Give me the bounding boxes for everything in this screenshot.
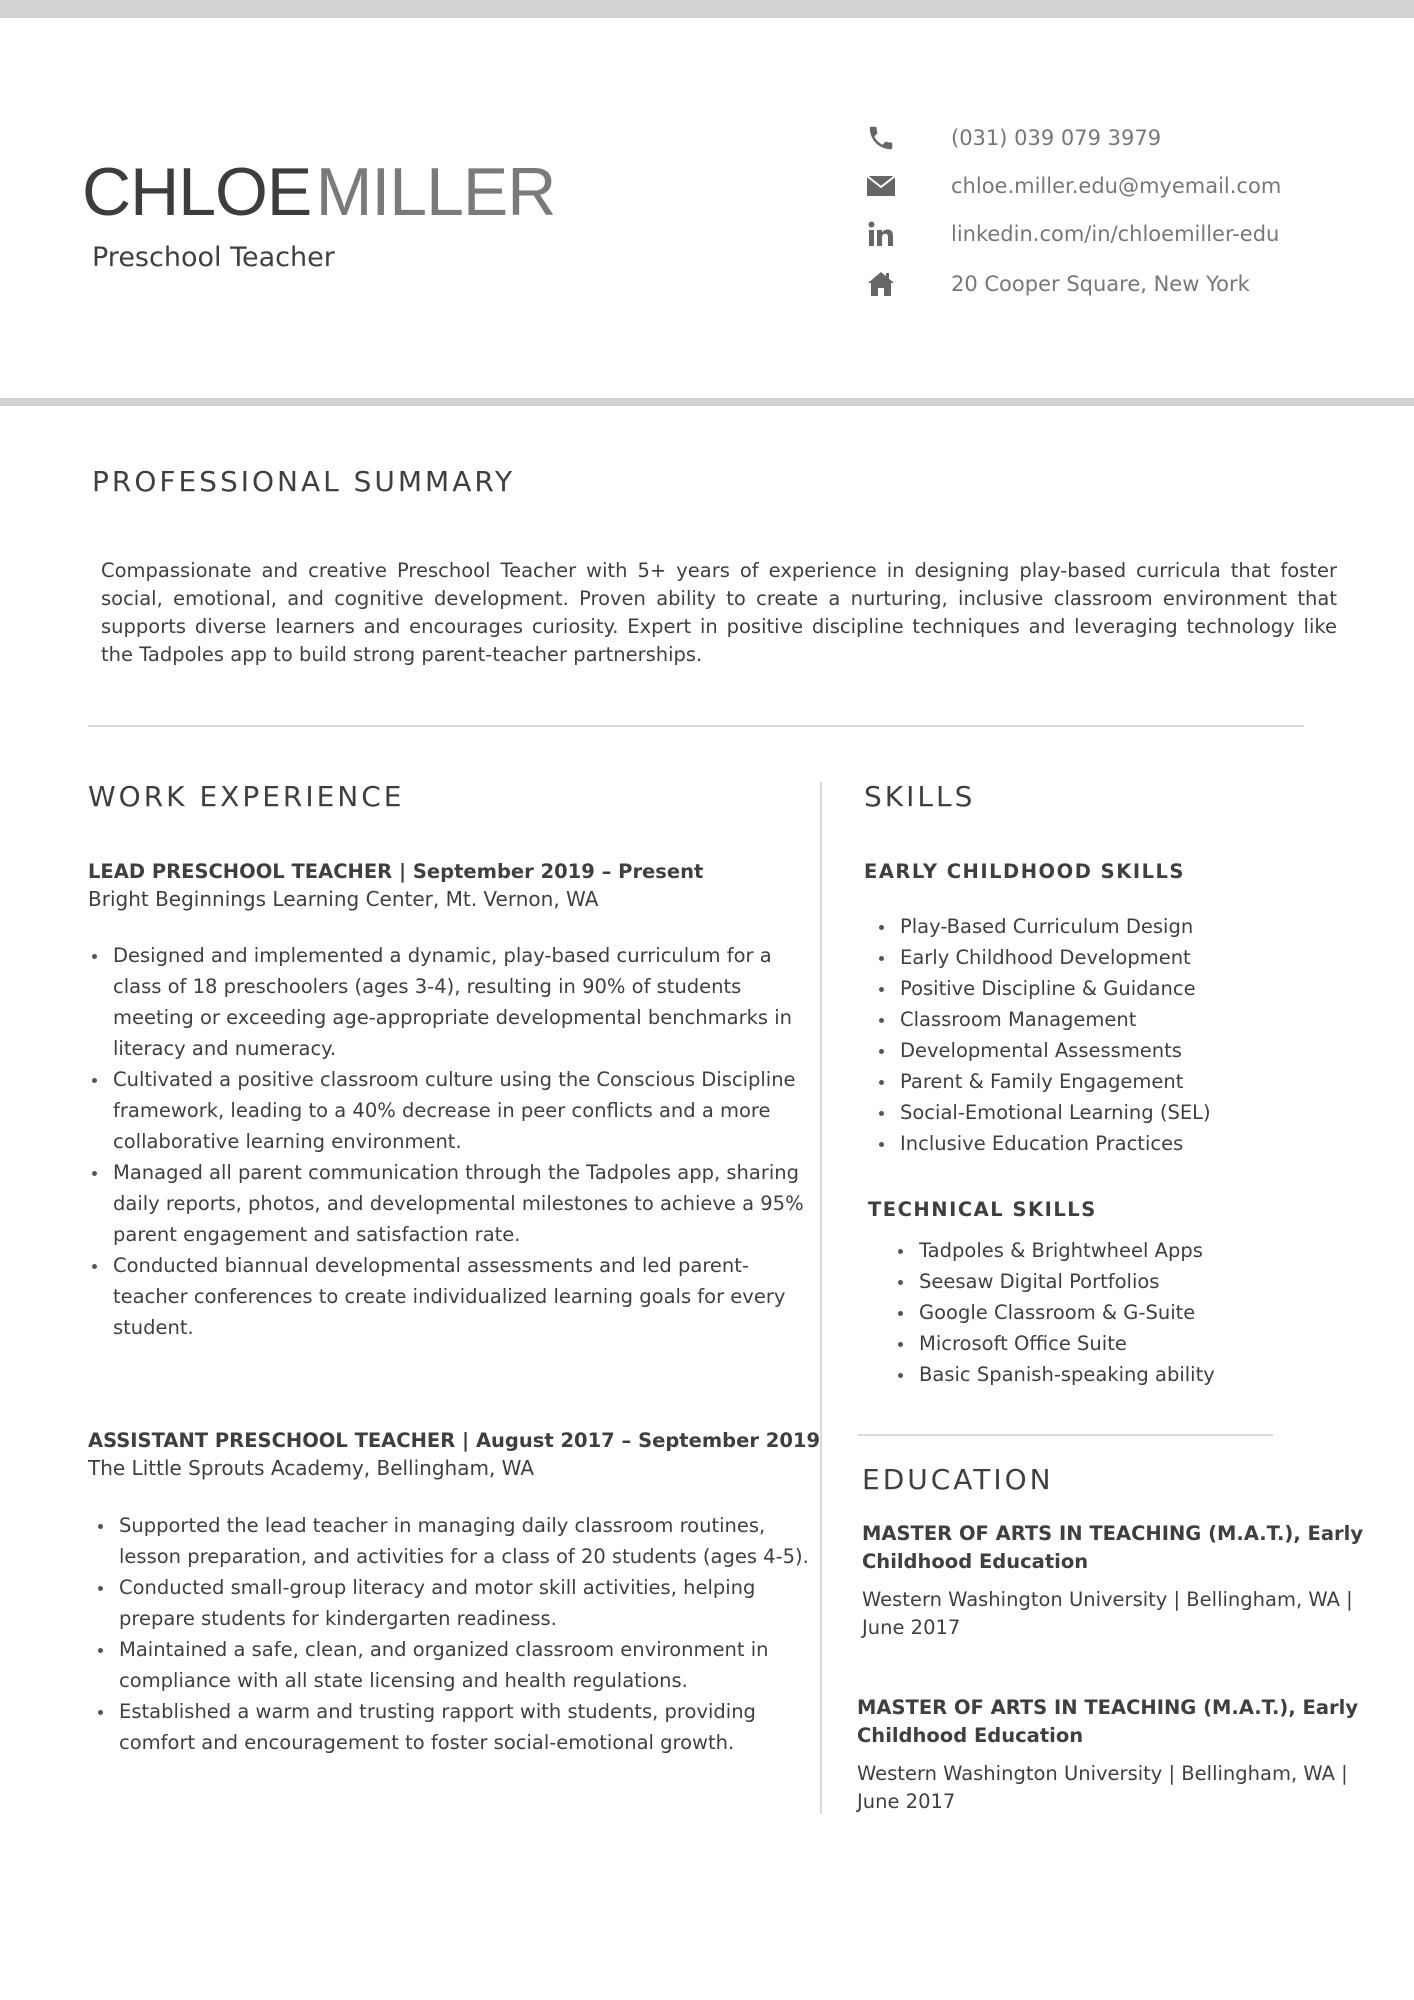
list-item: Conducted small-group literacy and motor skill activities, helping prepare students for kindergarten readiness. (94, 1572, 814, 1634)
address-text: 20 Cooper Square, New York (951, 272, 1250, 296)
education-degree: MASTER OF ARTS IN TEACHING (M.A.T.), Early Childhood Education (857, 1696, 1359, 1747)
technical-skills-heading: TECHNICAL SKILLS (868, 1198, 1097, 1221)
list-item: Classroom Management (875, 1004, 1355, 1035)
list-item: Early Childhood Development (875, 942, 1355, 973)
job-heading: LEAD PRESCHOOL TEACHER | September 2019 – Present (88, 860, 704, 883)
skills-title: SKILLS (864, 780, 976, 813)
work-experience-title: WORK EXPERIENCE (88, 780, 405, 813)
list-item: Google Classroom & G-Suite (894, 1297, 1364, 1328)
education-school: Western Washington University | Bellingham, WA | June 2017 (857, 1762, 1348, 1813)
summary-text: Compassionate and creative Preschool Teacher with 5+ years of experience in designing play-based curricula that foster social, emotional, and cognitive development. Proven ability to create a nurturing, inclusive classroom environment that supports diverse learners and encourages curiosity. Expert in positive discipline techniques and leveraging technology like the Tadpoles app to build strong parent-teacher partnerships. (101, 559, 1337, 666)
education-title: EDUCATION (862, 1463, 1054, 1496)
phone-text: (031) 039 079 3979 (951, 126, 1162, 150)
list-item: Parent & Family Engagement (875, 1066, 1355, 1097)
list-item: Managed all parent communication through the Tadpoles app, sharing daily reports, photos, and developmental milestones to achieve a 95% parent engagement and satisfaction rate. (88, 1157, 808, 1250)
linkedin-text: linkedin.com/in/chloemiller-edu (951, 222, 1280, 246)
technical-skills-list (894, 1235, 1364, 1390)
header-divider (0, 398, 1414, 406)
list-item: Basic Spanish-speaking ability (894, 1359, 1364, 1390)
list-item: Developmental Assessments (875, 1035, 1355, 1066)
summary-divider (88, 725, 1304, 727)
contact-email (864, 166, 1282, 206)
early-childhood-skills-list (875, 911, 1355, 1159)
list-item: Established a warm and trusting rapport with students, providing comfort and encouragement to foster social-emotional growth. (94, 1696, 814, 1758)
contact-linkedin (864, 214, 1280, 254)
envelope-icon (864, 169, 898, 203)
list-item: Supported the lead teacher in managing daily classroom routines, lesson preparation, and activities for a class of 20 students (ages 4-5). (94, 1510, 814, 1572)
phone-icon (864, 121, 898, 155)
first-name: CHLOE (82, 154, 312, 230)
email-text: chloe.miller.edu@myemail.com (951, 174, 1282, 198)
list-item: Social-Emotional Learning (SEL) (875, 1097, 1355, 1128)
list-item: Cultivated a positive classroom culture using the Conscious Discipline framework, leading to a 40% decrease in peer conflicts and a more collaborative learning environment. (88, 1064, 808, 1157)
list-item: Play-Based Curriculum Design (875, 911, 1355, 942)
early-childhood-skills-heading: EARLY CHILDHOOD SKILLS (864, 860, 1185, 883)
job-bullets (94, 1510, 814, 1758)
list-item: Conducted biannual developmental assessments and led parent-teacher conferences to create individualized learning goals for every student. (88, 1250, 808, 1343)
candidate-name (82, 154, 556, 230)
job-place: The Little Sprouts Academy, Bellingham, WA (88, 1456, 535, 1480)
job-title: Preschool Teacher (92, 242, 335, 273)
list-item: Inclusive Education Practices (875, 1128, 1355, 1159)
top-accent-bar (0, 0, 1414, 18)
linkedin-icon (864, 217, 898, 251)
skills-divider (858, 1434, 1273, 1436)
job-place: Bright Beginnings Learning Center, Mt. Vernon, WA (88, 887, 599, 911)
job-heading: ASSISTANT PRESCHOOL TEACHER | August 2017 – September 2019 (88, 1429, 821, 1452)
job-bullets (88, 940, 808, 1343)
education-degree: MASTER OF ARTS IN TEACHING (M.A.T.), Early Childhood Education (862, 1522, 1364, 1573)
home-icon (864, 267, 898, 301)
last-name: MILLER (315, 154, 556, 230)
list-item: Designed and implemented a dynamic, play-based curriculum for a class of 18 preschoolers (ages 3-4), resulting in 90% of students meeting or exceeding age-appropriate developmental benchmarks in literacy and numeracy. (88, 940, 808, 1064)
contact-address (864, 264, 1250, 304)
list-item: Microsoft Office Suite (894, 1328, 1364, 1359)
list-item: Tadpoles & Brightwheel Apps (894, 1235, 1364, 1266)
list-item: Maintained a safe, clean, and organized classroom environment in compliance with all state licensing and health regulations. (94, 1634, 814, 1696)
list-item: Positive Discipline & Guidance (875, 973, 1355, 1004)
column-divider (820, 782, 822, 1814)
education-school: Western Washington University | Bellingham, WA | June 2017 (862, 1588, 1353, 1639)
summary-title: PROFESSIONAL SUMMARY (92, 465, 516, 498)
list-item: Seesaw Digital Portfolios (894, 1266, 1364, 1297)
contact-phone (864, 118, 1162, 158)
